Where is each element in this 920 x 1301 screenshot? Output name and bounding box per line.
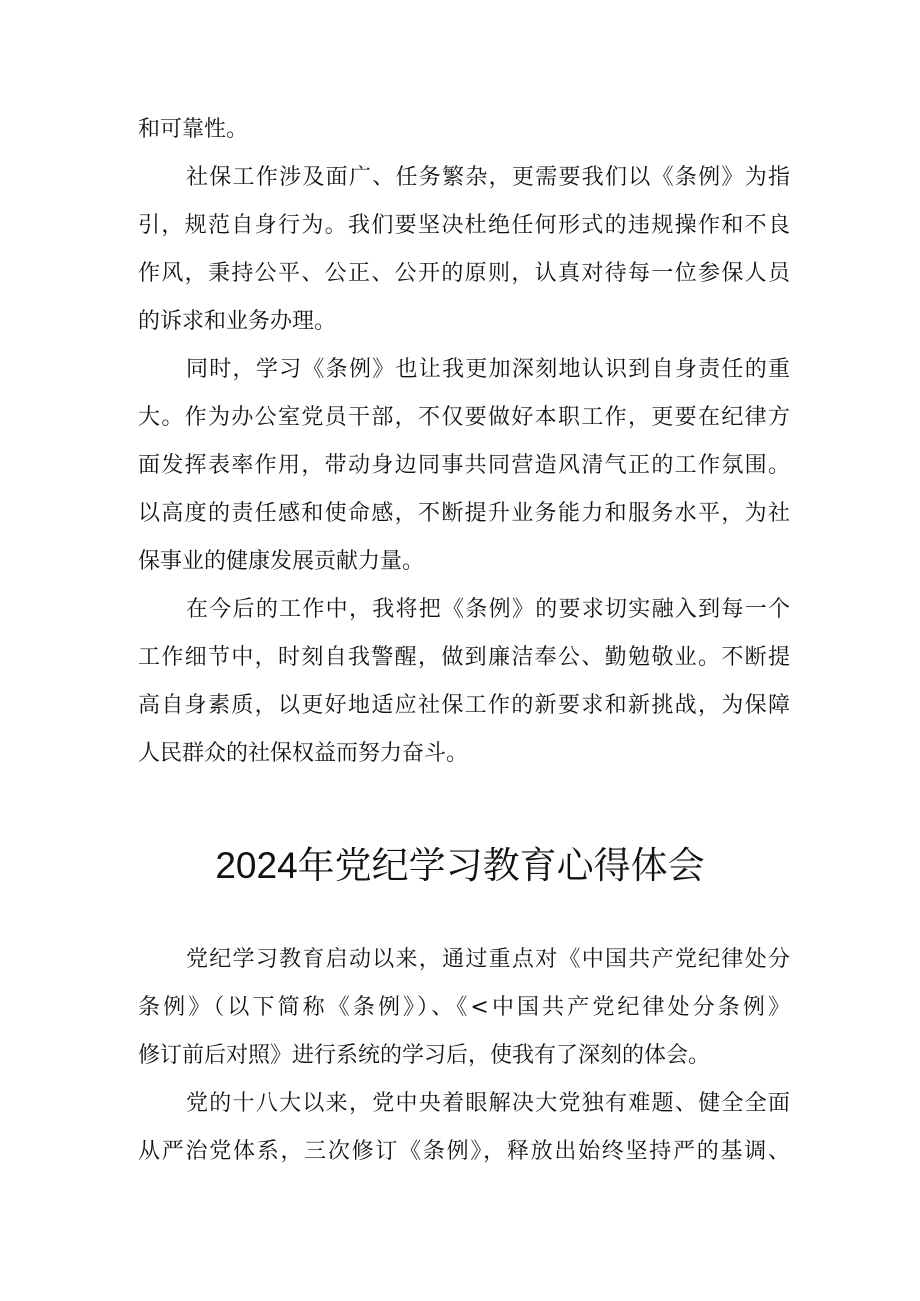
paragraph-line: 的诉求和业务办理。	[138, 309, 337, 334]
paragraph-line: 保事业的健康发展贡献力量。	[138, 549, 425, 574]
paragraph-line: 在今后的工作中，我将把《条例》的要求切实融入到每一个	[186, 597, 790, 622]
paragraph-line: 人民群众的社保权益而努力奋斗。	[138, 741, 469, 766]
paragraph-line: 工作细节中，时刻自我警醒，做到廉洁奉公、勤勉敬业。不断提	[138, 645, 790, 670]
page-title: 2024年党纪学习教育心得体会	[215, 845, 705, 886]
paragraph-line: 大。作为办公室党员干部，不仅要做好本职工作，更要在纪律方	[138, 405, 790, 430]
paragraph-line: 社保工作涉及面广、任务繁杂，更需要我们以《条例》为指	[186, 165, 790, 190]
body-text-bottom	[138, 936, 790, 1176]
paragraph-line: 高自身素质，以更好地适应社保工作的新要求和新挑战，为保障	[138, 693, 790, 718]
paragraph-line: 和可靠性。	[138, 117, 249, 142]
paragraph-line: 同时，学习《条例》也让我更加深刻地认识到自身责任的重	[186, 357, 790, 382]
paragraph-line: 面发挥表率作用，带动身边同事共同营造风清气正的工作氛围。	[138, 453, 790, 478]
paragraph-line: 党的十八大以来，党中央着眼解决大党独有难题、健全全面	[186, 1091, 790, 1116]
paragraph-line: 党纪学习教育启动以来，通过重点对《中国共产党纪律处分	[186, 947, 790, 972]
paragraph-line: 修订前后对照》进行系统的学习后，使我有了深刻的体会。	[138, 1043, 711, 1068]
paragraph-line: 从严治党体系，三次修订《条例》，释放出始终坚持严的基调、	[138, 1139, 790, 1164]
paragraph-line: 作风，秉持公平、公正、公开的原则，认真对待每一位参保人员	[138, 261, 790, 286]
paragraph-line: 条例》（以下简称《条例》）、《<中国共产党纪律处分条例》	[138, 995, 790, 1020]
paragraph-line: 引，规范自身行为。我们要坚决杜绝任何形式的违规操作和不良	[138, 213, 790, 238]
body-text-top	[138, 106, 790, 778]
paragraph-line: 以高度的责任感和使命感，不断提升业务能力和服务水平，为社	[138, 501, 790, 526]
